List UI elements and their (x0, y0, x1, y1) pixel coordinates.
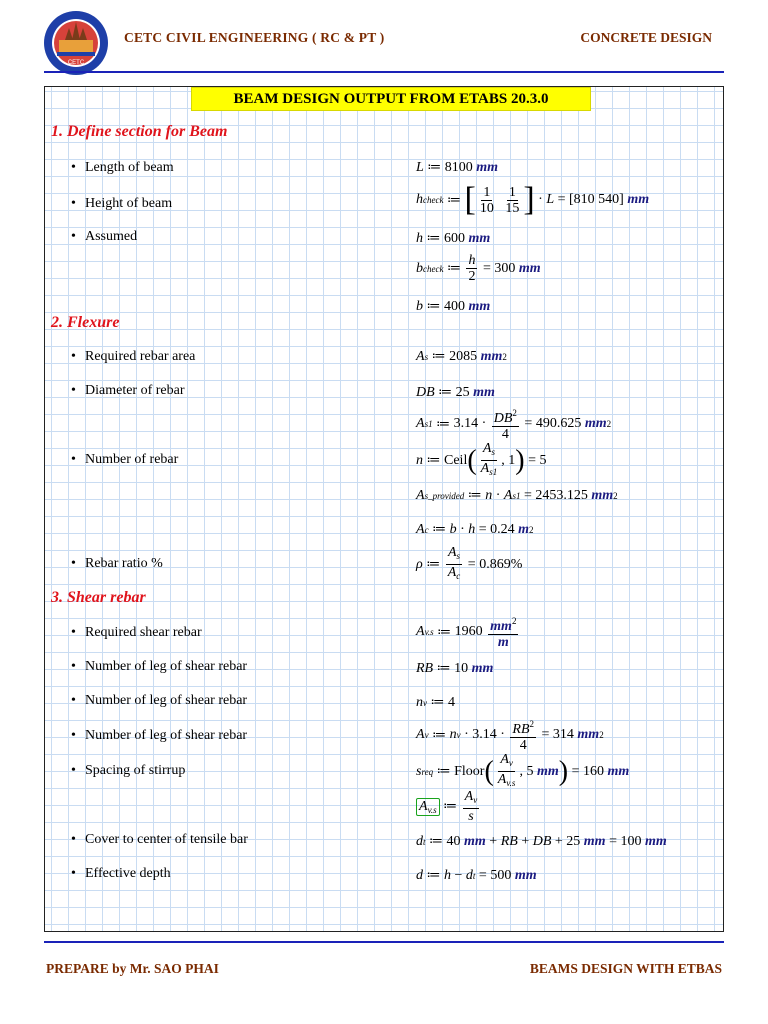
eq-sreq: s req ≔ Floor ( $\frac{A_v}{A_{v.s}}$ , 5 mm ) = 160 mm (416, 752, 630, 788)
eq-Avs-def: $A_{v.s}$ ≔ $\frac{A_v}{s}$ (416, 789, 481, 824)
eq-As1: A s1 ≔ 3.14 · $\frac{DB^2}{4}$ = 490.625 mm 2 (416, 408, 612, 442)
eq-Avs: A v.s ≔ 1960 $\frac{mm^2}{m}$ (416, 616, 517, 650)
eq-Ac: A c ≔ b · h = 0.24 m 2 (416, 521, 534, 537)
item-num-rebar: • Number of rebar (71, 452, 179, 467)
eq-n: n ≔ Ceil ( $\frac{A_s}{A_{s1}}$ , 1 ) = 5 (416, 441, 547, 477)
section-heading-2: 2. Flexure (51, 314, 120, 331)
item-diameter: • Diameter of rebar (71, 383, 185, 398)
eq-h: h ≔ 600 mm (416, 230, 491, 246)
company-logo (43, 10, 109, 76)
eq-DB: DB ≔ 25 mm (416, 384, 495, 400)
eq-height: h check ≔ [ $\frac{1}{10}$ $\frac{1}{15}$ ] · L = [810 540] mm (416, 181, 650, 218)
item-leg-1: • Number of leg of shear rebar (71, 659, 248, 674)
item-height: • Height of beam (71, 196, 173, 211)
sheet-title: BEAM DESIGN OUTPUT FROM ETABS 20.3.0 (191, 87, 591, 111)
item-leg-3: • Number of leg of shear rebar (71, 728, 248, 743)
eq-dt: d t ≔ 40 mm + RB + DB + 25 mm = 100 mm (416, 833, 667, 849)
eq-bcheck: b check ≔ $\frac{h}{2}$ = 300 mm (416, 253, 541, 284)
eq-d: d ≔ h − d t = 500 mm (416, 867, 537, 883)
item-req-shear: • Required shear rebar (71, 625, 202, 640)
eq-length: L ≔ 8100 mm (416, 159, 499, 175)
item-ratio: • Rebar ratio % (71, 556, 163, 571)
eq-As-provided: A s_provided ≔ n · A s1 = 2453.125 mm 2 (416, 487, 618, 503)
footer-author: PREPARE by Mr. SAO PHAI (46, 961, 219, 976)
eq-nv: n v ≔ 4 (416, 694, 455, 710)
section-heading-3: 3. Shear rebar (51, 589, 146, 606)
item-leg-2: • Number of leg of shear rebar (71, 693, 248, 708)
item-req-area: • Required rebar area (71, 349, 196, 364)
eq-As: A s ≔ 2085 mm 2 (416, 348, 507, 364)
svg-text:CETC: CETC (67, 60, 85, 66)
header-topic: CONCRETE DESIGN (580, 30, 712, 45)
eq-rho: ρ ≔ $\frac{A_s}{A_c}$ = 0.869% (416, 545, 523, 581)
header-rule (44, 71, 724, 73)
item-spacing: • Spacing of stirrup (71, 763, 186, 778)
item-assumed: • Assumed (71, 229, 138, 244)
calc-sheet (44, 86, 724, 932)
eq-RB: RB ≔ 10 mm (416, 660, 494, 676)
eq-b: b ≔ 400 mm (416, 298, 491, 314)
item-eff-depth: • Effective depth (71, 866, 171, 881)
item-length: • Length of beam (71, 160, 174, 175)
section-heading-1: 1. Define section for Beam (51, 123, 228, 140)
header-org: CETC CIVIL ENGINEERING ( RC & PT ) (124, 30, 385, 45)
item-cover: • Cover to center of tensile bar (71, 832, 248, 847)
footer-doc-title: BEAMS DESIGN WITH ETBAS (529, 961, 722, 976)
footer-rule (44, 941, 724, 943)
eq-Av: A v ≔ n v · 3.14 · $\frac{RB^2}{4}$ = 314 mm 2 (416, 719, 604, 753)
